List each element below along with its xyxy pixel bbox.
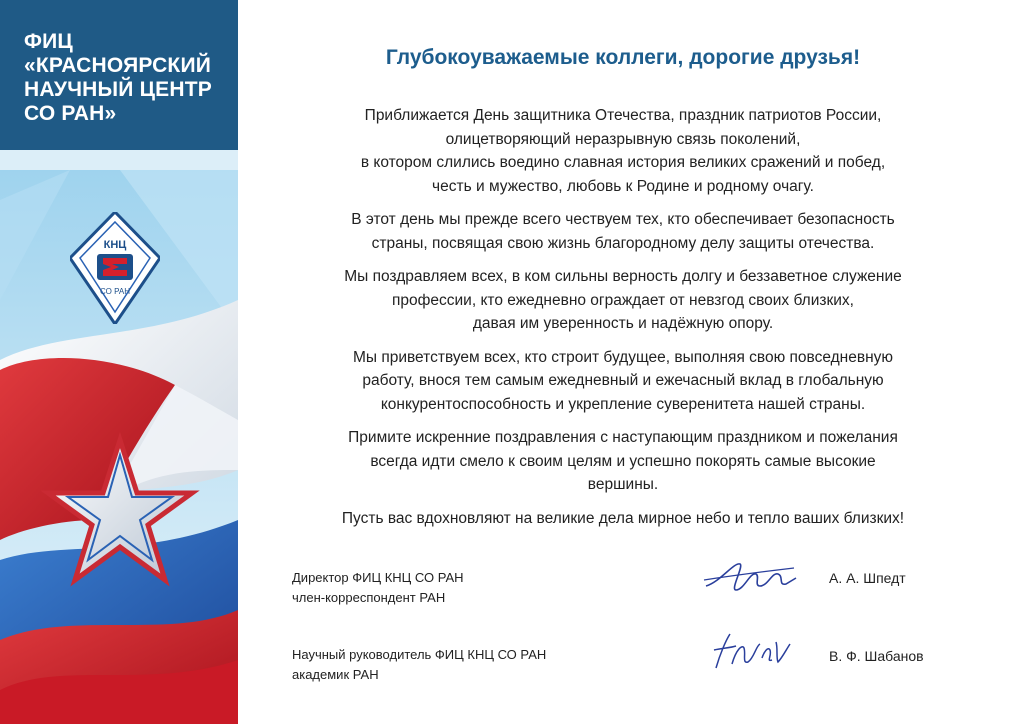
text-line: всегда идти смело к своим целям и успешно покорять самые высокие: [370, 452, 876, 470]
text-line: профессии, кто ежедневно ограждает от невзгод своих близких,: [392, 291, 854, 309]
signature-1-handwriting: [700, 552, 800, 602]
signatory-2-titles: [292, 645, 546, 685]
greeting-heading: Глубокоуважаемые коллеги, дорогие друзья!: [385, 46, 861, 69]
organization-name: [24, 30, 212, 126]
text-line: Приближается День защитника Отечества, праздник патриотов России,: [364, 107, 882, 124]
paragraph: [258, 426, 988, 497]
text-line: давая им уверенность и надёжную опору.: [472, 315, 774, 332]
text-line: Мы приветствуем всех, кто строит будущее, выполняя свою повседневную: [352, 348, 894, 366]
knc-logo: [70, 212, 160, 324]
signatory-title: Директор ФИЦ КНЦ СО РАН: [292, 570, 464, 585]
logo-bottom-text: СО РАН: [100, 287, 130, 296]
signatory-subtitle: академик РАН: [292, 667, 379, 682]
text-line: вершины.: [587, 476, 659, 493]
text-line: Мы поздравляем всех, в ком сильны верность долгу и беззаветное служение: [344, 268, 902, 285]
text-line: в котором слились воедино славная история великих сражений и побед,: [360, 154, 886, 171]
signatory-2-name: В. Ф. Шабанов: [829, 648, 924, 664]
org-name-line: «КРАСНОЯРСКИЙ: [24, 54, 212, 77]
paragraph: [258, 346, 988, 417]
text-line: олицетворяющий неразрывную связь поколений,: [445, 130, 801, 148]
paragraph: [258, 265, 988, 336]
signatory-title: Научный руководитель ФИЦ КНЦ СО РАН: [292, 647, 547, 662]
text-line: Пусть вас вдохновляют на великие дела мирное небо и тепло ваших близких!: [341, 509, 905, 527]
decorative-banner: [0, 0, 238, 724]
signature-2-handwriting: [706, 628, 796, 674]
logo-top-text: КНЦ: [103, 239, 127, 251]
letter: [258, 0, 988, 724]
text-line: Примите искренние поздравления с наступающим праздником и пожелания: [348, 429, 898, 446]
signatory-subtitle: член-корреспондент РАН: [292, 590, 446, 605]
text-line: В этот день мы прежде всего чествуем тех, кто обеспечивает безопасность: [351, 211, 895, 228]
text-line: работу, внося тем самым ежедневный и ежечасный вклад в глобальную: [362, 372, 884, 389]
signatory-1-titles: [292, 568, 464, 608]
paragraph: [258, 104, 988, 198]
text-line: страны, посвящая свою жизнь благородному делу защиты отечества.: [371, 234, 875, 252]
org-name-line: НАУЧНЫЙ ЦЕНТР: [24, 78, 212, 101]
banner-header: [0, 0, 238, 150]
signatory-1-name: А. А. Шпедт: [829, 570, 906, 586]
org-name-line: СО РАН»: [24, 102, 117, 125]
text-line: честь и мужество, любовь к Родине и родному очагу.: [432, 177, 814, 195]
letter-body: [258, 104, 988, 540]
paragraph: [258, 208, 988, 255]
org-name-line: ФИЦ: [24, 30, 73, 53]
text-line: конкурентоспособность и укрепление суверенитета нашей страны.: [380, 395, 866, 413]
paragraph: [258, 507, 988, 531]
